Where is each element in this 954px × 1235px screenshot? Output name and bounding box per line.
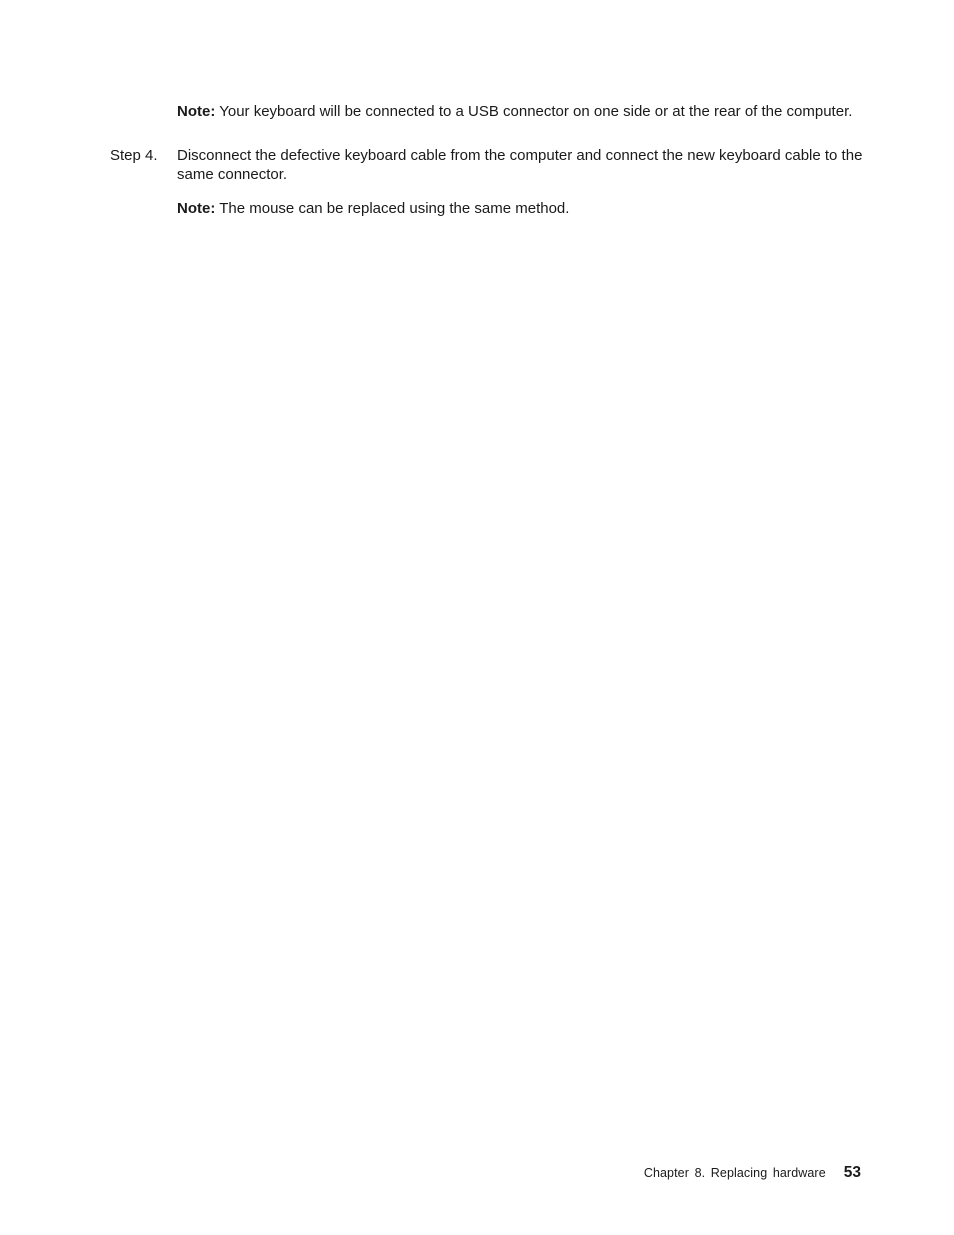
step-text: Disconnect the defective keyboard cable from the computer and connect the new keyboard cable to the same connector.	[177, 147, 863, 183]
note-label: Note:	[177, 103, 216, 120]
note-text: The mouse can be replaced using the same method.	[219, 200, 570, 217]
page-footer	[644, 1163, 861, 1183]
page-number: 53	[843, 1164, 861, 1181]
note-text: Your keyboard will be connected to a USB connector on one side or at the rear of the computer.	[219, 103, 853, 120]
note-usb-connector	[177, 102, 867, 121]
step-label: Step 4.	[110, 147, 158, 164]
note-mouse-replacement	[177, 199, 867, 218]
footer-chapter-title: Chapter 8. Replacing hardware	[643, 1166, 826, 1180]
note-label: Note:	[177, 200, 216, 217]
